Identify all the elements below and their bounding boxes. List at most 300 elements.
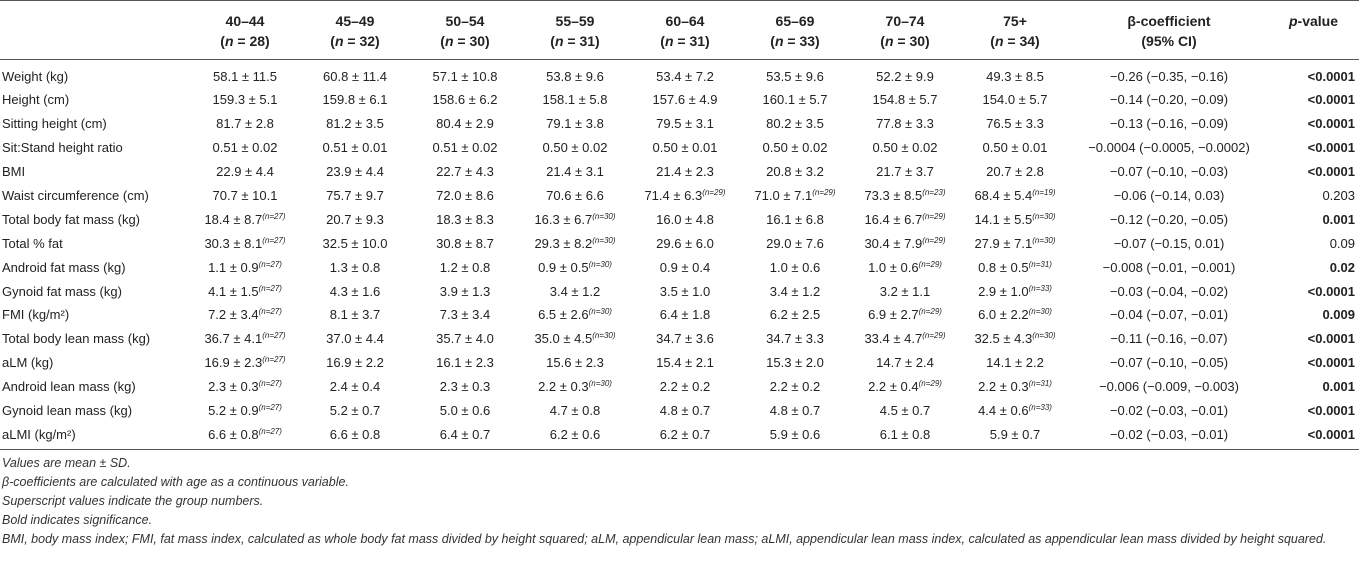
- p-value-cell: <0.0001: [1268, 422, 1359, 449]
- data-cell: [850, 351, 960, 375]
- data-cell: [300, 207, 410, 231]
- cell-value: 16.9 ± 2.3: [204, 355, 263, 371]
- age-group-label: 55–59: [555, 13, 595, 29]
- p-value-cell: 0.001: [1322, 379, 1355, 395]
- cell-value: 6.5 ± 2.6: [538, 307, 589, 323]
- cell-value: 0.50 ± 0.01: [652, 140, 718, 156]
- cell-value: 0.9 ± 0.5: [538, 259, 589, 275]
- group-number-superscript: (n=30): [588, 307, 612, 317]
- group-number-superscript: (n=27): [258, 379, 282, 389]
- data-cell: [740, 303, 850, 327]
- cell-value: 71.0 ± 7.1: [754, 188, 813, 203]
- group-size: (n = 31): [660, 33, 710, 49]
- group-number-superscript: (n=23): [922, 188, 946, 197]
- data-cell: [960, 279, 1070, 303]
- cell-value: 72.0 ± 8.6: [436, 188, 494, 203]
- data-cell: [520, 303, 630, 327]
- cell-value: 52.2 ± 9.9: [876, 68, 934, 84]
- data-cell: [190, 88, 300, 112]
- cell-value: 6.4 ± 0.7: [439, 426, 491, 442]
- data-cell: [850, 231, 960, 255]
- data-cell: [850, 160, 960, 184]
- cell-value: 18.3 ± 8.3: [436, 211, 494, 227]
- cell-value: 14.1 ± 2.2: [986, 355, 1044, 371]
- data-cell: [850, 88, 960, 112]
- data-cell: [300, 88, 410, 112]
- table-row: [0, 375, 1359, 399]
- header-pvalue: [1268, 1, 1359, 60]
- row-label: aLM (kg): [2, 355, 54, 371]
- table-row: [0, 279, 1359, 303]
- data-cell: [410, 60, 520, 89]
- cell-value: 81.7 ± 2.8: [216, 116, 274, 132]
- cell-value: 6.2 ± 2.5: [769, 307, 821, 323]
- data-cell: [630, 231, 740, 255]
- cell-value: 37.0 ± 4.4: [326, 331, 384, 347]
- cell-value: 34.7 ± 3.3: [766, 331, 824, 347]
- header-row: [0, 1, 1359, 60]
- data-cell: [960, 375, 1070, 399]
- cell-value: 20.7 ± 2.8: [986, 164, 1044, 180]
- data-cell: [410, 351, 520, 375]
- cell-value: 29.6 ± 6.0: [656, 235, 714, 251]
- cell-value: 158.1 ± 5.8: [542, 92, 608, 108]
- data-cell: [410, 231, 520, 255]
- data-cell: [300, 136, 410, 160]
- footnote: Bold indicates significance.: [2, 513, 153, 528]
- table-row: [0, 327, 1359, 351]
- cell-value: 21.7 ± 3.7: [876, 164, 934, 180]
- table-row: [0, 231, 1359, 255]
- p-value-cell: <0.0001: [1307, 403, 1355, 419]
- beta-cell: −0.12 (−0.20, −0.05): [1109, 211, 1229, 227]
- p-value-cell: <0.0001: [1307, 68, 1355, 84]
- group-number-superscript: (n=30): [588, 379, 612, 389]
- data-cell: [410, 375, 520, 399]
- p-value-cell: 0.02: [1329, 259, 1355, 275]
- header-col: [410, 1, 520, 60]
- group-number-superscript: (n=27): [262, 211, 286, 221]
- data-cell: [740, 255, 850, 279]
- cell-value: 2.2 ± 0.4: [868, 379, 919, 395]
- age-group-label: 75+: [1003, 13, 1027, 29]
- data-cell: [630, 60, 740, 89]
- group-number-superscript: (n=29): [922, 331, 946, 341]
- data-cell: [410, 327, 520, 351]
- header-col: [630, 1, 740, 60]
- group-number-superscript: (n=33): [1028, 283, 1052, 293]
- data-cell: [960, 184, 1070, 208]
- data-cell: [850, 279, 960, 303]
- group-number-superscript: (n=27): [258, 403, 282, 413]
- cell-value: 5.2 ± 0.7: [329, 403, 381, 419]
- header-col: [190, 1, 300, 60]
- table-row: [0, 60, 1359, 89]
- cell-value: 6.9 ± 2.7: [868, 307, 919, 323]
- cell-value: 5.2 ± 0.9: [208, 403, 259, 419]
- data-cell: [520, 88, 630, 112]
- data-cell: [190, 375, 300, 399]
- cell-value: 77.8 ± 3.3: [876, 116, 934, 132]
- data-cell: [850, 255, 960, 279]
- data-cell: [300, 160, 410, 184]
- group-size: (n = 31): [550, 33, 600, 49]
- cell-value: 75.7 ± 9.7: [326, 188, 384, 203]
- data-cell: [300, 184, 410, 208]
- row-label: Total % fat: [2, 235, 63, 251]
- data-cell: [300, 231, 410, 255]
- row-label: Android fat mass (kg): [2, 259, 126, 275]
- data-cell: [300, 327, 410, 351]
- data-cell: [740, 184, 850, 208]
- data-cell: [850, 422, 960, 449]
- data-cell: [630, 160, 740, 184]
- cell-value: 16.4 ± 6.7: [864, 211, 923, 227]
- beta-title: β-coefficient: [1127, 13, 1211, 29]
- data-cell: [630, 184, 740, 208]
- cell-value: 79.5 ± 3.1: [656, 116, 714, 132]
- p-value-cell: 0.009: [1322, 307, 1355, 323]
- cell-value: 73.3 ± 8.5: [864, 188, 923, 203]
- cell-value: 7.3 ± 3.4: [439, 307, 491, 323]
- data-cell: [740, 136, 850, 160]
- cell-value: 16.0 ± 4.8: [656, 211, 714, 227]
- beta-cell: −0.02 (−0.03, −0.01): [1109, 403, 1229, 419]
- data-cell: [520, 112, 630, 136]
- cell-value: 21.4 ± 3.1: [546, 164, 604, 180]
- group-number-superscript: (n=29): [918, 307, 942, 317]
- row-label: FMI (kg/m²): [2, 307, 70, 323]
- data-cell: [960, 207, 1070, 231]
- cell-value: 154.0 ± 5.7: [982, 92, 1048, 108]
- data-cell: [300, 279, 410, 303]
- cell-value: 2.2 ± 0.2: [659, 379, 711, 395]
- data-cell: [520, 60, 630, 89]
- cell-value: 14.7 ± 2.4: [876, 355, 934, 371]
- p-value-cell: <0.0001: [1307, 164, 1355, 180]
- table-row: [0, 303, 1359, 327]
- p-value-cell: <0.0001: [1307, 355, 1355, 371]
- cell-value: 4.8 ± 0.7: [659, 403, 711, 419]
- cell-value: 18.4 ± 8.7: [204, 211, 263, 227]
- header-col: [300, 1, 410, 60]
- cell-value: 0.50 ± 0.02: [872, 140, 938, 156]
- p-italic: p: [1288, 13, 1298, 29]
- group-size: (n = 32): [330, 33, 380, 49]
- group-size: (n = 30): [440, 33, 490, 49]
- group-number-superscript: (n=30): [588, 259, 612, 269]
- data-cell: [740, 112, 850, 136]
- p-value-cell: <0.0001: [1307, 116, 1355, 132]
- table-row: [0, 399, 1359, 423]
- group-number-superscript: (n=29): [918, 379, 942, 389]
- cell-value: 2.2 ± 0.3: [978, 379, 1029, 395]
- beta-cell: −0.14 (−0.20, −0.09): [1109, 92, 1229, 108]
- cell-value: 15.6 ± 2.3: [546, 355, 604, 371]
- data-cell: [410, 422, 520, 449]
- data-cell: [520, 399, 630, 423]
- cell-value: 3.9 ± 1.3: [439, 283, 491, 299]
- row-label: Waist circumference (cm): [2, 188, 149, 203]
- data-cell: [190, 60, 300, 89]
- group-number-superscript: (n=29): [702, 188, 726, 197]
- data-cell: [740, 207, 850, 231]
- group-size: (n = 30): [880, 33, 930, 49]
- cell-value: 22.7 ± 4.3: [436, 164, 494, 180]
- cell-value: 0.51 ± 0.01: [322, 140, 388, 156]
- cell-value: 3.4 ± 1.2: [549, 283, 601, 299]
- row-label: Height (cm): [2, 92, 70, 108]
- cell-value: 21.4 ± 2.3: [656, 164, 714, 180]
- group-number-superscript: (n=19): [1032, 188, 1056, 197]
- beta-cell: −0.26 (−0.35, −0.16): [1109, 68, 1229, 84]
- data-cell: [960, 351, 1070, 375]
- data-cell: [960, 327, 1070, 351]
- group-number-superscript: (n=30): [1032, 235, 1056, 245]
- cell-value: 0.51 ± 0.02: [432, 140, 498, 156]
- p-value-cell: <0.0001: [1307, 92, 1355, 108]
- data-cell: [850, 184, 960, 208]
- beta-cell: −0.13 (−0.16, −0.09): [1109, 116, 1229, 132]
- beta-ci: (95% CI): [1141, 33, 1197, 49]
- cell-value: 71.4 ± 6.3: [644, 188, 703, 203]
- data-cell: [850, 112, 960, 136]
- group-number-superscript: (n=31): [1028, 379, 1052, 389]
- data-cell: [960, 136, 1070, 160]
- cell-value: 2.2 ± 0.3: [538, 379, 589, 395]
- group-number-superscript: (n=27): [262, 331, 286, 341]
- cell-value: 80.2 ± 3.5: [766, 116, 824, 132]
- group-number-superscript: (n=29): [922, 235, 946, 245]
- cell-value: 22.9 ± 4.4: [216, 164, 274, 180]
- data-cell: [630, 279, 740, 303]
- data-cell: [960, 303, 1070, 327]
- cell-value: 3.5 ± 1.0: [659, 283, 711, 299]
- cell-value: 16.1 ± 6.8: [766, 211, 824, 227]
- group-number-superscript: (n=29): [918, 259, 942, 269]
- cell-value: 4.5 ± 0.7: [879, 403, 931, 419]
- table-row: [0, 422, 1359, 449]
- data-cell: [520, 327, 630, 351]
- data-cell: [740, 279, 850, 303]
- beta-cell: −0.07 (−0.15, 0.01): [1113, 235, 1225, 251]
- data-cell: [960, 60, 1070, 89]
- data-cell: [960, 422, 1070, 449]
- data-cell: [300, 255, 410, 279]
- cell-value: 6.2 ± 0.6: [549, 426, 601, 442]
- group-number-superscript: (n=31): [1028, 259, 1052, 269]
- cell-value: 6.2 ± 0.7: [659, 426, 711, 442]
- table-row: [0, 255, 1359, 279]
- data-cell: [630, 422, 740, 449]
- age-group-label: 70–74: [885, 13, 925, 29]
- cell-value: 1.0 ± 0.6: [868, 259, 919, 275]
- data-cell: [630, 255, 740, 279]
- cell-value: 15.4 ± 2.1: [656, 355, 714, 371]
- p-value-cell: <0.0001: [1307, 140, 1355, 156]
- data-cell: [520, 351, 630, 375]
- cell-value: 1.1 ± 0.9: [208, 259, 259, 275]
- cell-value: 14.1 ± 5.5: [974, 211, 1033, 227]
- cell-value: 0.50 ± 0.01: [982, 140, 1048, 156]
- header-col: [740, 1, 850, 60]
- data-cell: [300, 422, 410, 449]
- data-cell: [850, 399, 960, 423]
- cell-value: 160.1 ± 5.7: [762, 92, 828, 108]
- cell-value: 33.4 ± 4.7: [864, 331, 923, 347]
- cell-value: 6.6 ± 0.8: [208, 426, 259, 442]
- cell-value: 32.5 ± 4.3: [974, 331, 1033, 347]
- header-beta: [1070, 1, 1268, 60]
- cell-value: 2.9 ± 1.0: [978, 283, 1029, 299]
- cell-value: 27.9 ± 7.1: [974, 235, 1033, 251]
- cell-value: 49.3 ± 8.5: [986, 68, 1044, 84]
- cell-value: 34.7 ± 3.6: [656, 331, 714, 347]
- cell-value: 0.9 ± 0.4: [659, 259, 711, 275]
- cell-value: 30.3 ± 8.1: [204, 235, 263, 251]
- table-body: [0, 60, 1359, 450]
- p-value-cell: 0.203: [1322, 188, 1355, 203]
- p-value-cell: 0.09: [1329, 235, 1355, 251]
- data-cell: [410, 88, 520, 112]
- cell-value: 7.2 ± 3.4: [208, 307, 259, 323]
- cell-value: 58.1 ± 11.5: [213, 68, 277, 84]
- row-label: Total body lean mass (kg): [2, 331, 151, 347]
- data-cell: [850, 327, 960, 351]
- header-col: [850, 1, 960, 60]
- row-label: aLMI (kg/m²): [0, 422, 190, 449]
- data-cell: [190, 399, 300, 423]
- data-cell: [300, 351, 410, 375]
- row-label: Sitting height (cm): [2, 116, 107, 132]
- beta-cell: −0.06 (−0.14, 0.03): [1113, 188, 1225, 203]
- table-row: [0, 207, 1359, 231]
- data-cell: [740, 231, 850, 255]
- footnote: Values are mean ± SD.: [2, 456, 131, 471]
- table-row: [0, 88, 1359, 112]
- p-suffix: -value: [1297, 13, 1339, 29]
- data-cell: [630, 399, 740, 423]
- data-cell: [190, 255, 300, 279]
- group-number-superscript: (n=27): [258, 426, 282, 436]
- data-cell: [740, 399, 850, 423]
- data-cell: [960, 112, 1070, 136]
- cell-value: 53.4 ± 7.2: [656, 68, 714, 84]
- age-group-label: 60–64: [665, 13, 705, 29]
- row-label: Gynoid lean mass (kg): [2, 403, 133, 419]
- data-cell: [190, 112, 300, 136]
- cell-value: 157.6 ± 4.9: [652, 92, 718, 108]
- footnote: Superscript values indicate the group numbers.: [2, 494, 264, 509]
- cell-value: 159.8 ± 6.1: [322, 92, 388, 108]
- beta-cell: −0.07 (−0.10, −0.05): [1109, 355, 1229, 371]
- data-cell: [520, 136, 630, 160]
- data-cell: [190, 303, 300, 327]
- data-cell: [740, 375, 850, 399]
- group-size: (n = 34): [990, 33, 1040, 49]
- data-cell: [410, 136, 520, 160]
- group-size: (n = 33): [770, 33, 820, 49]
- beta-cell: −0.006 (−0.009, −0.003): [1099, 379, 1239, 395]
- data-cell: [190, 327, 300, 351]
- cell-value: 4.3 ± 1.6: [329, 283, 381, 299]
- row-label: Android lean mass (kg): [2, 379, 136, 395]
- header-blank: [0, 1, 190, 60]
- table-row: [0, 112, 1359, 136]
- cell-value: 0.50 ± 0.02: [542, 140, 608, 156]
- cell-value: 5.9 ± 0.7: [989, 426, 1041, 442]
- data-cell: [410, 160, 520, 184]
- footnote: BMI, body mass index; FMI, fat mass index, calculated as whole body fat mass divided by height squared; aLM, appendicular lean mass; aLMI, appendicular lean mass index, calculated as appendicular lean mass divided by height squared.: [2, 532, 1327, 547]
- age-group-label: 45–49: [335, 13, 375, 29]
- cell-value: 3.2 ± 1.1: [879, 283, 931, 299]
- group-number-superscript: (n=30): [592, 235, 616, 245]
- cell-value: 6.4 ± 1.8: [659, 307, 711, 323]
- cell-value: 53.8 ± 9.6: [546, 68, 604, 84]
- cell-value: 2.2 ± 0.2: [769, 379, 821, 395]
- cell-value: 30.4 ± 7.9: [864, 235, 923, 251]
- data-cell: [740, 422, 850, 449]
- cell-value: 53.5 ± 9.6: [766, 68, 824, 84]
- cell-value: 57.1 ± 10.8: [432, 68, 498, 84]
- cell-value: 159.3 ± 5.1: [212, 92, 278, 108]
- cell-value: 76.5 ± 3.3: [986, 116, 1044, 132]
- age-group-label: 65–69: [775, 13, 815, 29]
- cell-value: 5.9 ± 0.6: [769, 426, 821, 442]
- group-number-superscript: (n=30): [1032, 331, 1056, 341]
- group-number-superscript: (n=29): [922, 211, 946, 221]
- table-row: [0, 136, 1359, 160]
- cell-value: 1.0 ± 0.6: [769, 259, 821, 275]
- cell-value: 60.8 ± 11.4: [323, 68, 387, 84]
- data-cell: [740, 88, 850, 112]
- group-number-superscript: (n=29): [812, 188, 836, 197]
- footnote: β-coefficients are calculated with age as a continuous variable.: [2, 475, 349, 490]
- data-cell: [960, 255, 1070, 279]
- group-number-superscript: (n=27): [262, 355, 286, 365]
- beta-cell: −0.11 (−0.16, −0.07): [1110, 331, 1228, 347]
- cell-value: 2.3 ± 0.3: [208, 379, 259, 395]
- data-cell: [630, 207, 740, 231]
- table-row: [0, 160, 1359, 184]
- data-cell: [520, 422, 630, 449]
- data-cell: [410, 303, 520, 327]
- data-cell: [520, 375, 630, 399]
- data-cell: [190, 207, 300, 231]
- group-number-superscript: (n=30): [1032, 211, 1056, 221]
- cell-value: 4.1 ± 1.5: [208, 283, 259, 299]
- cell-value: 81.2 ± 3.5: [326, 116, 384, 132]
- cell-value: 70.6 ± 6.6: [546, 188, 604, 203]
- data-cell: [300, 112, 410, 136]
- data-cell: [190, 136, 300, 160]
- beta-cell: −0.04 (−0.07, −0.01): [1109, 307, 1229, 323]
- cell-value: 35.0 ± 4.5: [534, 331, 593, 347]
- data-cell: [630, 136, 740, 160]
- data-cell: [630, 351, 740, 375]
- cell-value: 4.4 ± 0.6: [978, 403, 1029, 419]
- beta-cell: −0.07 (−0.10, −0.03): [1109, 164, 1229, 180]
- cell-value: 20.7 ± 9.3: [326, 211, 384, 227]
- cell-value: 70.7 ± 10.1: [212, 188, 278, 203]
- data-cell: [190, 184, 300, 208]
- data-cell: [520, 207, 630, 231]
- table-row: [0, 351, 1359, 375]
- cell-value: 0.50 ± 0.02: [762, 140, 828, 156]
- cell-value: 6.1 ± 0.8: [879, 426, 931, 442]
- cell-value: 3.4 ± 1.2: [769, 283, 821, 299]
- data-cell: [630, 112, 740, 136]
